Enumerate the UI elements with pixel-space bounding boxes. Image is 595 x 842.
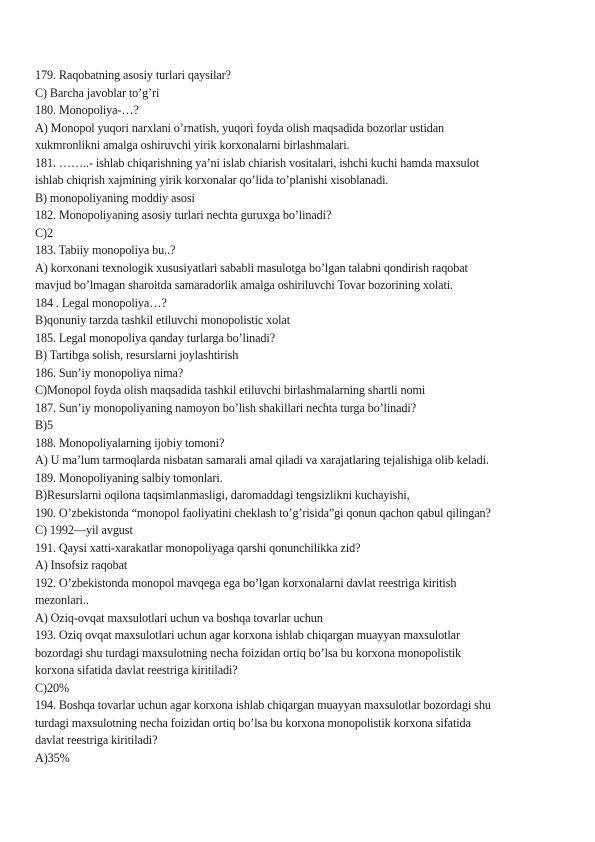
answer-179: C) Barcha javoblar to’g’ri bbox=[35, 85, 160, 100]
answer-180-line-2: xukmronlikni amalga oshiruvchi yirik korxonalarni birlashmalari. bbox=[35, 138, 350, 152]
question-189: 189. Monopoliyaning salbiy tomonlari. bbox=[35, 470, 223, 485]
answer-190: C) 1992—yil avgust bbox=[35, 523, 133, 537]
answer-185: B) Tartibga solish, resurslarni joylashtirish bbox=[35, 348, 239, 362]
answer-188: A) U ma’lum tarmoqlarda nisbatan samarali amal qiladi va xarajatlaring tejalishiga olib keladi. bbox=[35, 453, 489, 467]
question-180: 180. Monopoliya-…? bbox=[35, 103, 139, 117]
question-192-line-2: mezonlari.. bbox=[35, 593, 89, 607]
question-193-line-2: bozordagi shu turdagi maxsulotning necha foizidan ortiq bo’lsa bu korxona monopolistik bbox=[35, 645, 462, 660]
question-191: 191. Qaysi xatti-xarakatlar monopoliyaga qarshi qonunchilikka zid? bbox=[35, 540, 361, 555]
question-179: 179. Raqobatning asosiy turlari qaysilar? bbox=[35, 68, 231, 82]
question-184: 184 . Legal monopoliya…? bbox=[35, 295, 167, 310]
answer-181: B) monopoliyaning moddiy asosi bbox=[35, 190, 195, 205]
question-192-line-1: 192. O’zbekistonda monopol mavqega ega bo’lgan korxonalarni davlat reestriga kiritish bbox=[35, 575, 457, 590]
answer-183-line-1: A) korxonani texnologik xususiyatlari sababli masulotga bo’lgan talabni qondirish raqobat bbox=[35, 260, 468, 275]
answer-183-line-2: mavjud bo’lmagan sharoitda samaradorlik amalga oshiriluvchi Tovar bozorining xolati. bbox=[35, 278, 453, 292]
answer-189: B)Resurslarni oqilona taqsimlanmasligi, daromaddagi tengsizlikni kuchayishi, bbox=[35, 488, 410, 502]
question-194-line-1: 194. Boshqa tovarlar uchun agar korxona ishlab chiqargan muayyan maxsulotlar bozordagi shu bbox=[35, 698, 491, 712]
question-185: 185. Legal monopoliya qanday turlarga bo’linadi? bbox=[35, 330, 276, 345]
question-181-line-2: ishlab chiqrish xajmining yirik korxonalar qo’lida to’planishi xisoblanadi. bbox=[35, 173, 389, 187]
answer-192: A) Oziq-ovqat maxsulotlari uchun va boshqa tovarlar uchun bbox=[35, 610, 323, 625]
question-194-line-2: turdagi maxsulotning necha foizidan ortiq bo’lsa bu korxona monopolistik korxona sifatida bbox=[35, 715, 471, 730]
question-182: 182. Monopoliyaning asosiy turlari nechta guruxga bo’linadi? bbox=[35, 208, 332, 222]
question-187: 187. Sun’iy monopoliyaning namoyon bo’lish shakillari nechta turga bo’linadi? bbox=[35, 400, 416, 415]
question-186: 186. Sun’iy monopoliya nima? bbox=[35, 365, 184, 380]
question-193-line-1: 193. Oziq ovqat maxsulotlari uchun agar korxona ishlab chiqargan muayyan maxsulotlar bbox=[35, 628, 460, 642]
answer-182: C)2 bbox=[35, 225, 53, 240]
question-193-line-3: korxona sifatida davlat reestriga kiritiladi? bbox=[35, 663, 238, 677]
question-188: 188. Monopoliyalarning ijobiy tomoni? bbox=[35, 435, 225, 450]
answer-191: A) Insofsiz raqobat bbox=[35, 558, 128, 572]
question-190: 190. O’zbekistonda “monopol faoliyatini cheklash to’g’risida”gi qonun qachon qabul qilingan? bbox=[35, 505, 491, 520]
question-183: 183. Tabiiy monopoliya bu..? bbox=[35, 243, 176, 257]
document-body bbox=[35, 67, 573, 767]
answer-187: B)5 bbox=[35, 418, 53, 432]
question-194-line-3: davlat reestriga kiritiladi? bbox=[35, 733, 158, 747]
answer-193: C)20% bbox=[35, 680, 70, 695]
question-181-line-1: 181. ……..- ishlab chiqarishning ya’ni islab chiarish vositalari, ishchi kuchi hamda maxsulot bbox=[35, 155, 480, 170]
answer-194: A)35% bbox=[35, 750, 70, 765]
answer-180-line-1: A) Monopol yuqori narxlani o’rnatish, yuqori foyda olish maqsadida bozorlar ustidan bbox=[35, 120, 445, 135]
answer-184: B)qonuniy tarzda tashkil etiluvchi monopolistic xolat bbox=[35, 313, 290, 327]
answer-186: C)Monopol foyda olish maqsadida tashkil etiluvchi birlashmalarning shartli nomi bbox=[35, 383, 426, 397]
